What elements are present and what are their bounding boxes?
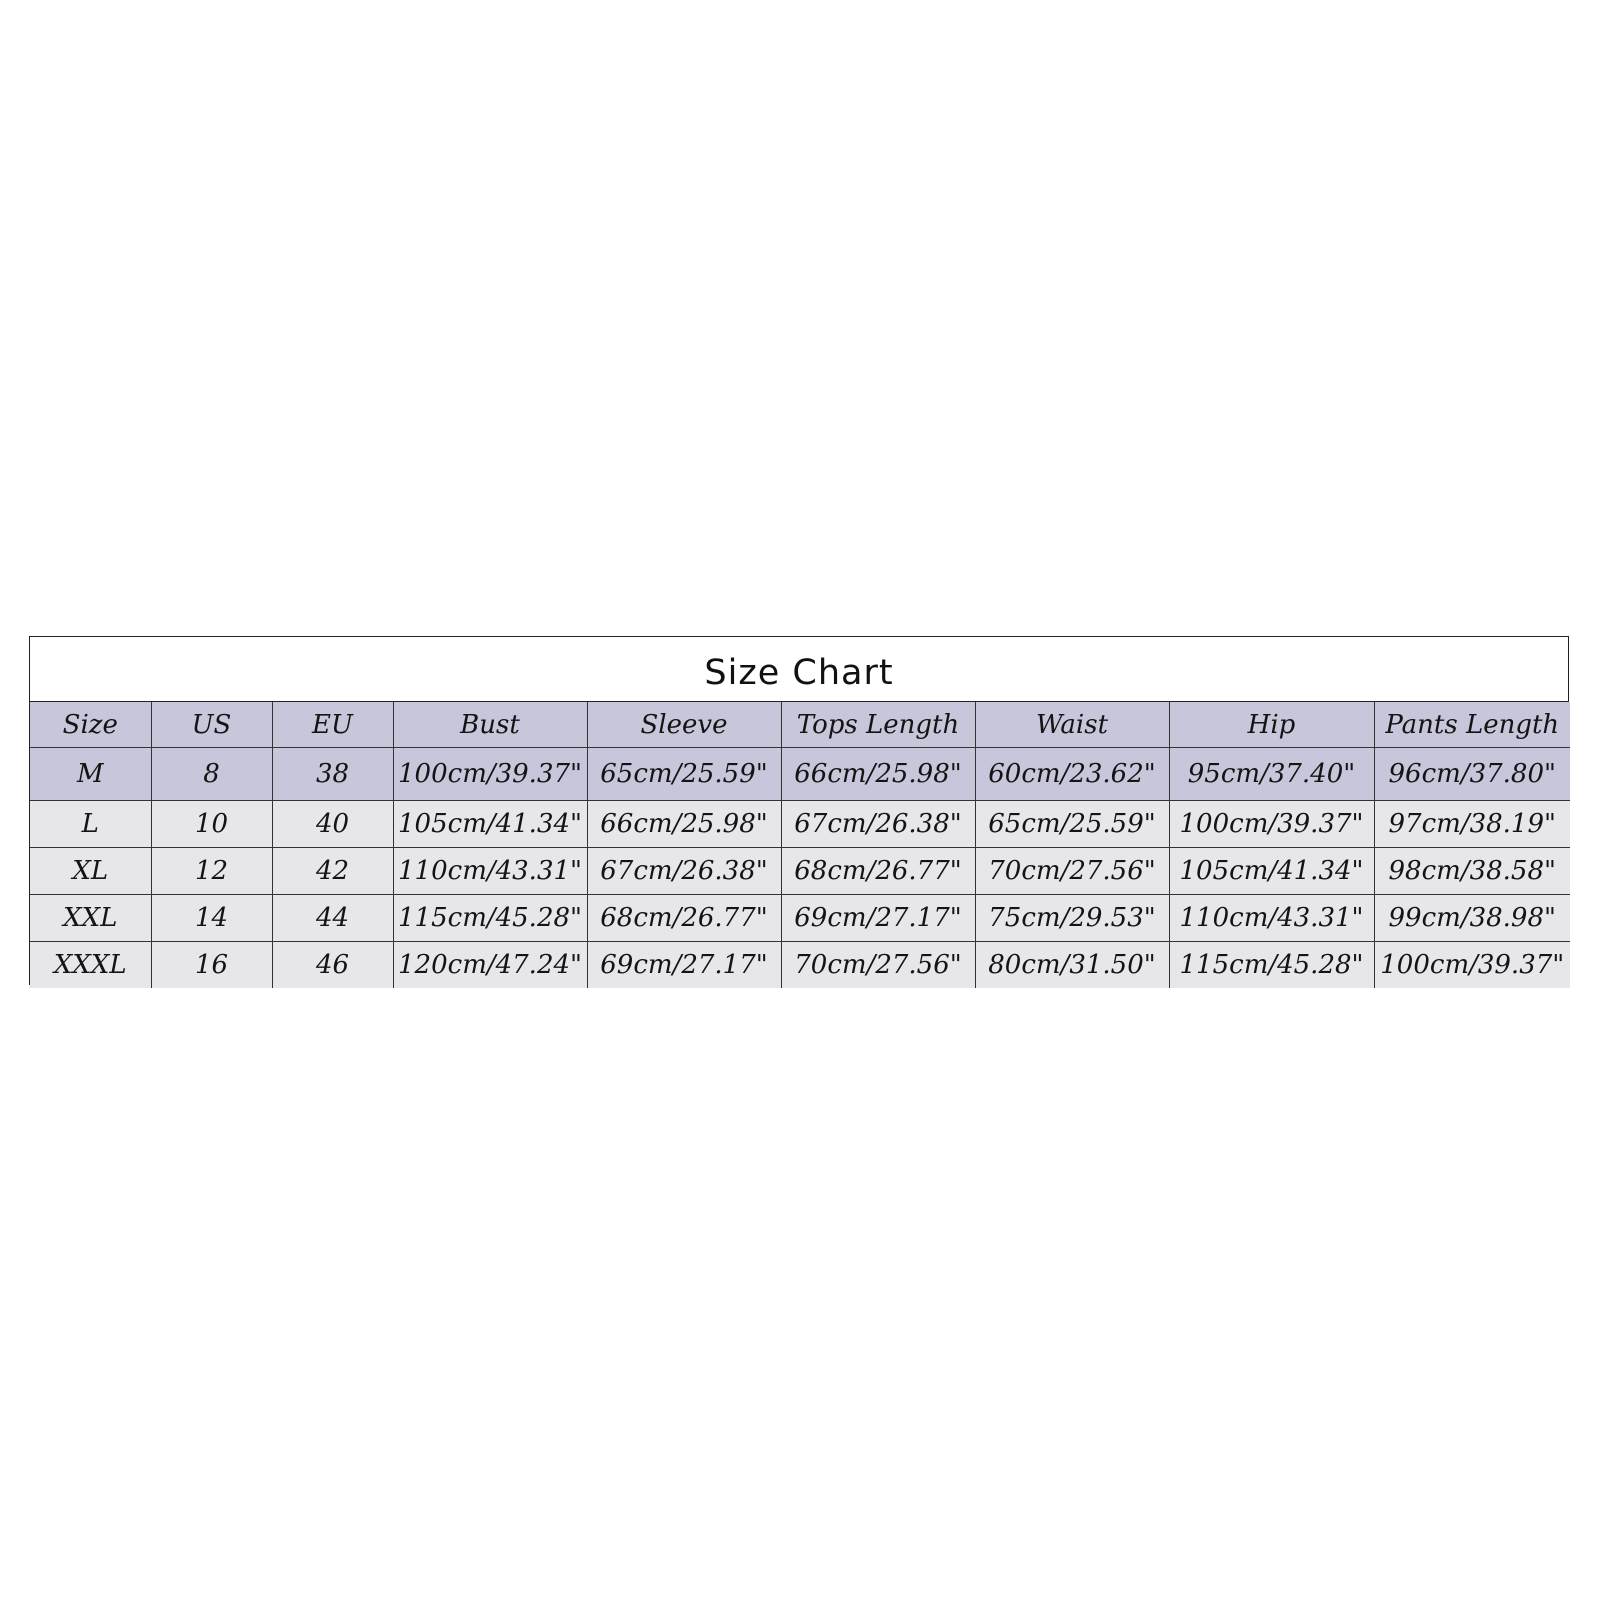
table-cell: 65cm/25.59": [587, 748, 781, 801]
table-cell: 67cm/26.38": [781, 801, 975, 848]
table-cell: XXL: [30, 895, 151, 942]
header-row: [30, 702, 1570, 748]
column-header-hip: Hip: [1169, 702, 1374, 748]
table-cell: 67cm/26.38": [587, 848, 781, 895]
table-cell: 110cm/43.31": [1169, 895, 1374, 942]
table-cell: 38: [272, 748, 393, 801]
size-chart-grid: [30, 702, 1570, 988]
table-cell: 100cm/39.37": [1374, 942, 1570, 989]
table-cell: 97cm/38.19": [1374, 801, 1570, 848]
table-cell: 80cm/31.50": [975, 942, 1169, 989]
table-cell: 12: [151, 848, 272, 895]
table-cell: 40: [272, 801, 393, 848]
table-cell: 42: [272, 848, 393, 895]
column-header-bust: Bust: [393, 702, 587, 748]
table-cell: M: [30, 748, 151, 801]
column-header-tops-length: Tops Length: [781, 702, 975, 748]
column-header-eu: EU: [272, 702, 393, 748]
table-cell: 8: [151, 748, 272, 801]
column-header-sleeve: Sleeve: [587, 702, 781, 748]
table-row: [30, 942, 1570, 989]
table-cell: 115cm/45.28": [1169, 942, 1374, 989]
table-row: [30, 748, 1570, 801]
table-row: [30, 848, 1570, 895]
table-cell: 115cm/45.28": [393, 895, 587, 942]
table-cell: 96cm/37.80": [1374, 748, 1570, 801]
table-cell: 120cm/47.24": [393, 942, 587, 989]
table-cell: 60cm/23.62": [975, 748, 1169, 801]
table-cell: 14: [151, 895, 272, 942]
table-cell: 46: [272, 942, 393, 989]
table-cell: 100cm/39.37": [393, 748, 587, 801]
table-cell: 66cm/25.98": [781, 748, 975, 801]
column-header-size: Size: [30, 702, 151, 748]
table-cell: 99cm/38.98": [1374, 895, 1570, 942]
column-header-us: US: [151, 702, 272, 748]
table-row: [30, 895, 1570, 942]
table-cell: 68cm/26.77": [587, 895, 781, 942]
table-cell: 44: [272, 895, 393, 942]
column-header-pants-length: Pants Length: [1374, 702, 1570, 748]
table-cell: 95cm/37.40": [1169, 748, 1374, 801]
table-cell: 69cm/27.17": [781, 895, 975, 942]
table-cell: 70cm/27.56": [781, 942, 975, 989]
table-cell: 110cm/43.31": [393, 848, 587, 895]
table-cell: 68cm/26.77": [781, 848, 975, 895]
table-cell: 105cm/41.34": [393, 801, 587, 848]
size-chart-title: Size Chart: [30, 637, 1568, 702]
table-cell: 16: [151, 942, 272, 989]
table-cell: XXXL: [30, 942, 151, 989]
table-row: [30, 801, 1570, 848]
column-header-waist: Waist: [975, 702, 1169, 748]
table-cell: 66cm/25.98": [587, 801, 781, 848]
table-cell: 70cm/27.56": [975, 848, 1169, 895]
table-cell: 69cm/27.17": [587, 942, 781, 989]
size-chart-table: [29, 636, 1569, 985]
table-cell: 105cm/41.34": [1169, 848, 1374, 895]
table-cell: XL: [30, 848, 151, 895]
table-cell: 100cm/39.37": [1169, 801, 1374, 848]
table-cell: 98cm/38.58": [1374, 848, 1570, 895]
table-cell: 10: [151, 801, 272, 848]
table-cell: 75cm/29.53": [975, 895, 1169, 942]
table-cell: L: [30, 801, 151, 848]
table-cell: 65cm/25.59": [975, 801, 1169, 848]
